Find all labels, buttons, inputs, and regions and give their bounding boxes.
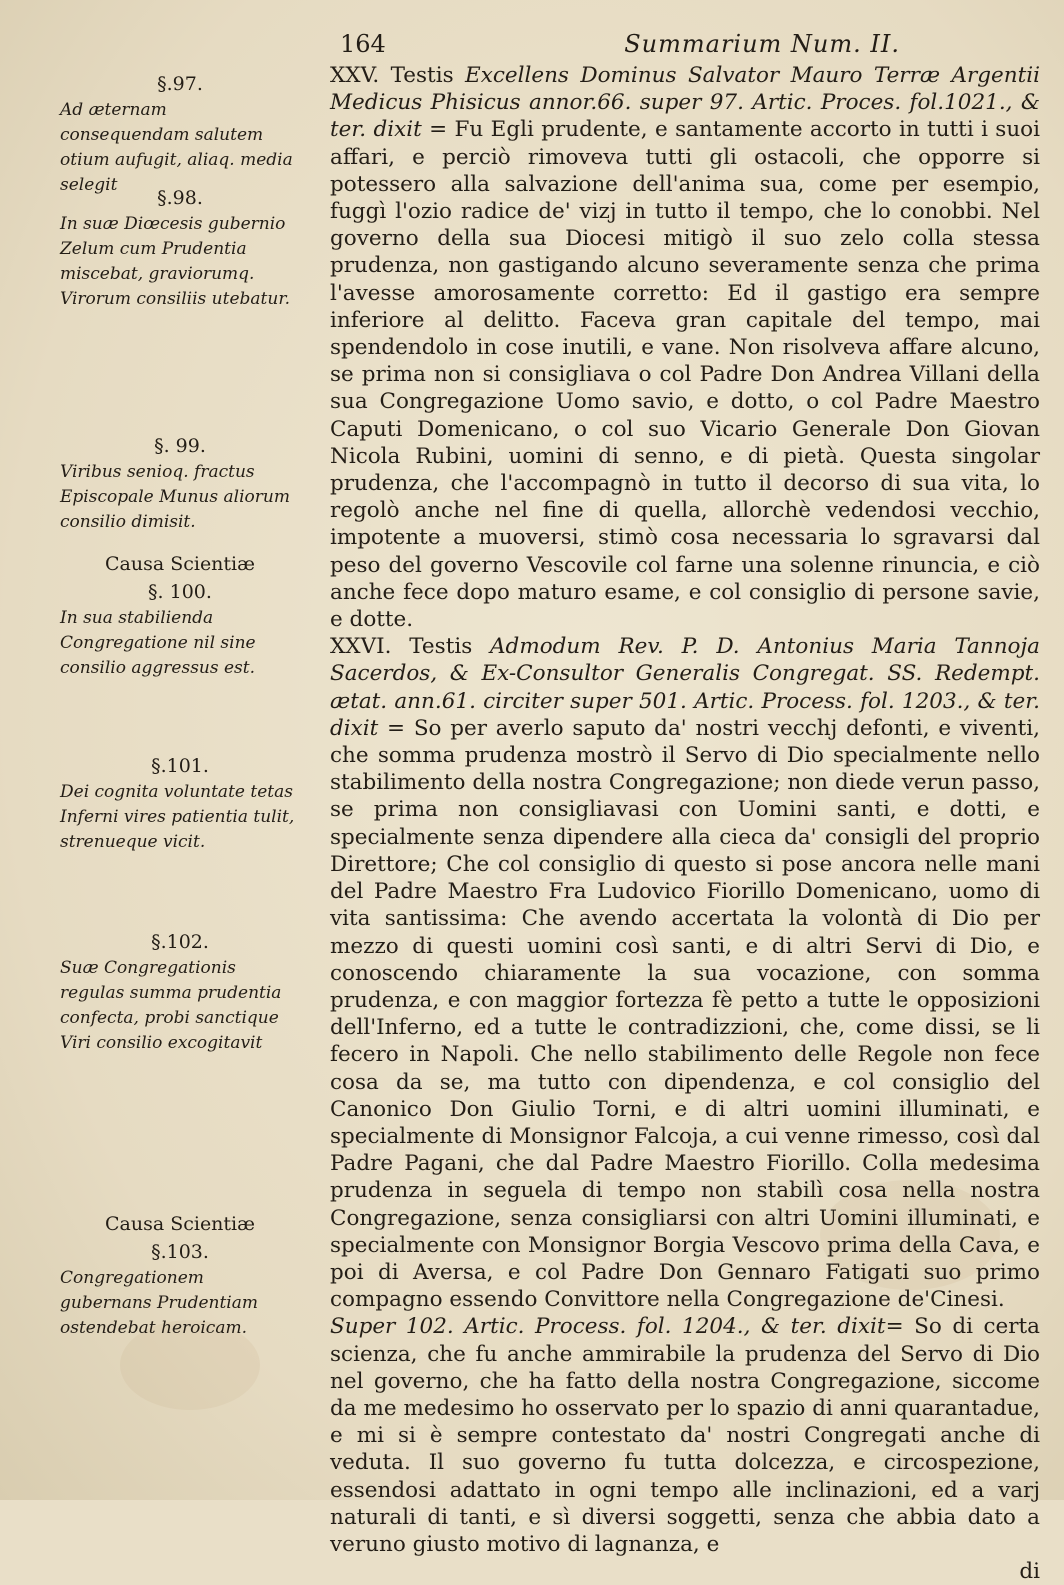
page-header [340, 30, 900, 60]
margin-note [60, 930, 300, 1056]
witness-citation: Super 102. Artic. Process. fol. 1204., & ter. dixit [330, 1314, 886, 1340]
testimony-text: = So di certa scienza, che fu anche ammirabile la prudenza del Servo di Dio nel governo, che ha fatto della nostra Congregazione, siccome da me medesimo ho osservato per lo spazio di anni quarantadue, e mi si è sempre contestato da' nostri Congregati anche di veduta. Il suo governo fu tutta dolcezza, e circospezione, essendosi adattato in ogni tempo alle inclinazioni, ed a varj naturali di tanti, e sì diversi soggetti, senza che abbia dato a veruno giusto motivo di lagnanza, e [330, 1314, 1040, 1557]
section-number: §.101. [151, 755, 209, 777]
margin-note-text: Viribus senioq. fractus Episcopale Munus aliorum consilio dimisit. [60, 462, 290, 532]
page-number: 164 [340, 30, 386, 58]
margin-note-text: In suæ Diœcesis gubernio Zelum cum Prudentia miscebat, graviorumq. Virorum consiliis utebatur. [60, 214, 290, 309]
margin-note [60, 754, 300, 855]
section-number: §.98. [157, 187, 203, 209]
margin-note [60, 434, 300, 535]
section-number: §. 100. [148, 581, 212, 603]
running-title: Summarium Num. II. [624, 30, 900, 58]
margin-note-text: In sua stabilienda Congregatione nil sine consilio aggressus est. [60, 608, 256, 678]
witness-number: XXV. Testis [330, 63, 466, 88]
catchword [330, 1558, 1040, 1585]
testimony-text: = Fu Egli prudente, e santamente accorto in tutti i suoi affari, e perciò rimoveva tutti gli ostacoli, che opporre si potessero alla salvazione dell'anima sua, come per esempio, fuggì l'ozio radice de' vizj in tutto il tempo, che lo conobbi. Nel governo della sua Diocesi mitigò il suo zelo colla stessa prudenza, non gastigando alcuno severamente senza che prima l'avesse amorosamente corretto: Ed il gastigo era sempre inferiore al delitto. Faceva gran capitale del tempo, mai spendendolo in cose inutili, e vane. Non risolveva affare alcuno, se prima non si consigliava o col Padre Don Andrea Villani della sua Congregazione Uomo savio, e dotto, o col Padre Maestro Caputi Domenicano, o col suo Vicario Generale Don Giovan Nicola Rubini, uomini di senno, e di pietà. Questa singolar prudenza, che l'accompagnò in tutto il decorso di sua vita, lo regolò anche nel fine di quella, allorchè vedendosi vecchio, impotente a muoversi, stimò cosa necessaria lo sgravarsi dal peso del governo Vescovile col farne una solenne rinuncia, e ciò anche fece dopo maturo esame, e col consiglio di persone savie, e dotte. [330, 117, 1041, 633]
margin-note [60, 1212, 300, 1341]
margin-note [60, 72, 300, 198]
causa-scientiae-label: Causa Scientiæ [104, 1213, 255, 1235]
section-number: §. 99. [154, 435, 206, 457]
section-number: §.97. [157, 73, 203, 95]
testimony-paragraph [330, 62, 1040, 633]
testimony-text: = So per averlo saputo da' nostri vecchj defonti, e viventi, che somma prudenza mostrò il Servo di Dio specialmente nello stabilimento della nostra Congregazione; non diede verun passo, se prima non consigliavasi con Uomini santi, e dotti, e specialmente senza dipendere alla cieca da' consigli del proprio Direttore; Che col consiglio di questo si pose ancora nelle mani del Padre Maestro Fra Ludovico Fiorillo Domenicano, uomo di vita santissima: Che avendo accertata la volontà di Dio per mezzo di questi uomini così santi, e di altri Servi di Dio, e conoscendo chiaramente la sua vocazione, con somma prudenza, e con maggior fortezza fè petto a tutte le opposizioni dell'Inferno, ed a tutte le contradizzioni, che, come dissi, se li fecero in Napoli. Che nello stabilimento delle Regole non fece cosa da se, ma tutto con dipendenza, e col consiglio del Canonico Don Giulio Torni, e di altri uomini illuminati, e specialmente di Monsignor Falcoja, a cui venne rimesso, così dal Padre Pagani, che dal Padre Maestro Fiorillo. Colla medesima prudenza in seguela di tempo non stabilì cosa nella nostra Congregazione, senza consigliarsi con altri Uomini illuminati, e specialmente con Monsignor Borgia Vescovo prima della Cava, e poi di Aversa, e col Padre Don Gennaro Fatigati suo primo compagno essendo Convittore nella Congregazione de'Cinesi. [330, 715, 1040, 1313]
main-text-column [330, 62, 1040, 1585]
margin-note-text: Dei cognita voluntate tetas Inferni vires patientia tulit, strenueque vicit. [60, 782, 295, 852]
margin-note-text: Suæ Congregationis regulas summa prudentia confecta, probi sanctique Viri consilio excogitavit [60, 958, 282, 1053]
margin-note-text: Ad æternam consequendam salutem otium aufugit, aliaq. media selegit [60, 100, 293, 195]
margin-note [60, 552, 300, 681]
section-number: §.102. [151, 931, 209, 953]
margin-note-text: Congregationem gubernans Prudentiam ostendebat heroicam. [60, 1268, 258, 1338]
testimony-paragraph [330, 633, 1040, 1313]
witness-number: XXVI. Testis [330, 634, 491, 660]
testimony-paragraph [330, 1313, 1040, 1558]
catchword-text: di [1019, 1559, 1040, 1585]
section-number: §.103. [151, 1241, 209, 1263]
causa-scientiae-label: Causa Scientiæ [104, 553, 255, 575]
witness-citation: Excellens Dominus Salvator Mauro Terræ Argentii Medicus Phisicus annor.66. super 97. Artic. Proces. fol.1021., & ter. dixit [330, 63, 1040, 143]
margin-note [60, 186, 300, 312]
witness-citation: Admodum Rev. P. D. Antonius Maria Tannoja Sacerdos, & Ex-Consultor Generalis Congregat. SS. Redempt. ætat. ann.61. circiter super 501. Artic. Process. fol. 1203., & ter. dixit [330, 634, 1040, 741]
